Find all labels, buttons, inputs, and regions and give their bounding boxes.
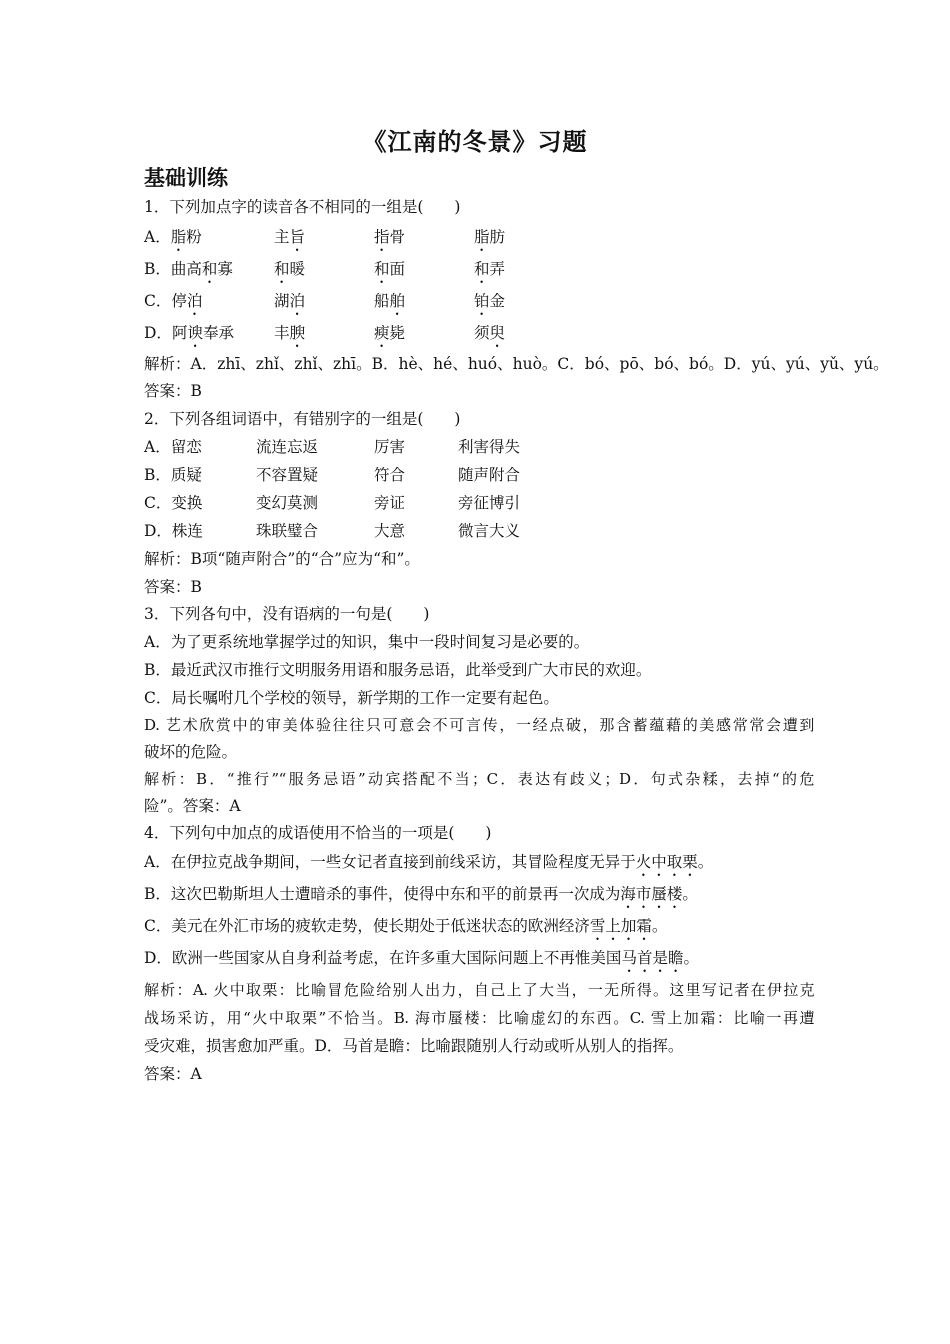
q3-option-a: A．为了更系统地掌握学过的知识，集中一段时间复习是必要的。 (144, 633, 590, 651)
q3-option-d-line1: D. 艺术欣赏中的审美体验往往只可意会不可言传，一经点破，那含蓄蕴藉的美感常常会遭到 (144, 716, 814, 734)
q1-answer: 答案：B (144, 382, 202, 400)
document-title: 《江南的冬景》习题 (362, 127, 588, 156)
q1-analysis: 解析：A．zhī、zhǐ、zhǐ、zhī。B．hè、hé、huó、huò。C．bó、pō、bó、bó。D．yú、yú、yǔ、yú。 (144, 355, 889, 373)
q2-analysis: 解析：B项“随声附合”的“合”应为“和”。 (144, 550, 420, 568)
q4-option-a: A．在伊拉克战争期间，一些女记者直接到前线采访，其冒险程度无异于火中取栗。 (144, 853, 714, 871)
section-heading: 基础训练 (144, 165, 228, 190)
q3-option-b: B．最近武汉市推行文明服务用语和服务忌语，此举受到广大市民的欢迎。 (144, 661, 652, 679)
idiom-dotted: 海市蜃楼 (620, 885, 683, 903)
q4-analysis-line1: 解析：A. 火中取栗：比喻冒危险给别人出力，自己上了大当，一无所得。这里写记者在伊拉克 (144, 981, 814, 999)
q4-option-b: B．这次巴勒斯坦人士遭暗杀的事件，使得中东和平的前景再一次成为海市蜃楼。 (144, 885, 698, 903)
q1-stem: 1．下列加点字的读音各不相同的一组是( ) (144, 198, 461, 216)
q3-analysis-line2: 险”。答案：A (144, 797, 241, 815)
q2-answer: 答案：B (144, 578, 202, 596)
q3-option-c: C．局长嘱咐几个学校的领导，新学期的工作一定要有起色。 (144, 689, 559, 707)
q2-stem: 2．下列各组词语中，有错别字的一组是( ) (144, 410, 461, 428)
idiom-dotted: 马首是瞻 (621, 949, 684, 967)
q4-stem: 4．下列句中加点的成语使用不恰当的一项是( ) (144, 824, 492, 842)
q4-analysis-line3: 受灾难，损害愈加严重。D．马首是瞻：比喻跟随别人行动或听从别人的指挥。 (144, 1037, 684, 1055)
q4-analysis-line2: 战场采访，用“火中取栗”不恰当。B. 海市蜃楼：比喻虚幻的东西。C. 雪上加霜：比喻一再遭 (144, 1009, 814, 1027)
q3-stem: 3．下列各句中，没有语病的一句是( ) (144, 605, 430, 623)
idiom-dotted: 火中取栗 (635, 853, 698, 871)
q3-option-d-line2: 破坏的危险。 (144, 743, 238, 761)
document-page: 《江南的冬景》习题 基础训练 1．下列加点字的读音各不相同的一组是( ) A．脂粉 主旨 指骨 脂肪 B．曲高和寡 和暖 和面 和弄 C．停泊 湖泊 船舶 铂金 D．阿谀奉承 丰腴 瘐毙 须臾 解析：A．zhī、zhǐ、zhǐ、zhī。B．hè、hé、huó、huò。C．bó、pō、bó、bó。D．yú、yú、yǔ、yú。 答案：B 2．下列各组词语中，有错别字的一组是( ) A．留恋 流连忘返 厉害 利害得失 B．质疑 不容置疑 符合 随声附合 C．变换 变幻莫测 旁证 旁征博引 D．株连 珠联璧合 大意 微言大义 解析：B项“随声附合”的“合”应为“和”。 答案：B 3．下列各句中，没有语病的一句是( ) A．为了更系统地掌握学过的知识，集中一段时间复习是必要的。 B．最近武汉市推行文明服务用语和服务忌语，此举受到广大市民的欢迎。 C．局长嘱咐几个学校的领导，新学期的工作一定要有起色。 D. 艺术欣赏中的审美体验往往只可意会不可言传，一经点破，那含蓄蕴藉的美感常常会遭到 破坏的危险。 解析：B．“推行”“服务忌语”动宾搭配不当；C．表达有歧义；D．句式杂糅，去掉“的危 险”。答案：A 4．下列句中加点的成语使用不恰当的一项是( ) A．在伊拉克战争期间，一些女记者直接到前线采访，其冒险程度无异于火中取栗。 B．这次巴勒斯坦人士遭暗杀的事件，使得中东和平的前景再一次成为海市蜃楼。 C．美元在外汇市场的疲软走势，使长期处于低迷状态的欧洲经济雪上加霜。 D．欧洲一些国家从自身利益考虑，在许多重大国际问题上不再惟美国马首是瞻。 解析：A. 火中取栗：比喻冒危险给别人出力，自己上了大当，一无所得。这里写记者在伊拉克 战场采访，用“火中取栗”不恰当。B. 海市蜃楼：比喻虚幻的东西。C. 雪上加霜：比喻一再遭 受灾难，损害愈加严重。D．马首是瞻：比喻跟随别人行动或听从别人的指挥。 答案：A (0, 0, 950, 1344)
q3-analysis-line1: 解析：B．“推行”“服务忌语”动宾搭配不当；C．表达有歧义；D．句式杂糅，去掉“的危 (144, 770, 814, 788)
idiom-dotted: 雪上加霜 (589, 917, 652, 935)
q4-answer: 答案：A (144, 1065, 202, 1083)
q4-option-c: C．美元在外汇市场的疲软走势，使长期处于低迷状态的欧洲经济雪上加霜。 (144, 917, 668, 935)
q4-option-d: D．欧洲一些国家从自身利益考虑，在许多重大国际问题上不再惟美国马首是瞻。 (144, 949, 699, 967)
